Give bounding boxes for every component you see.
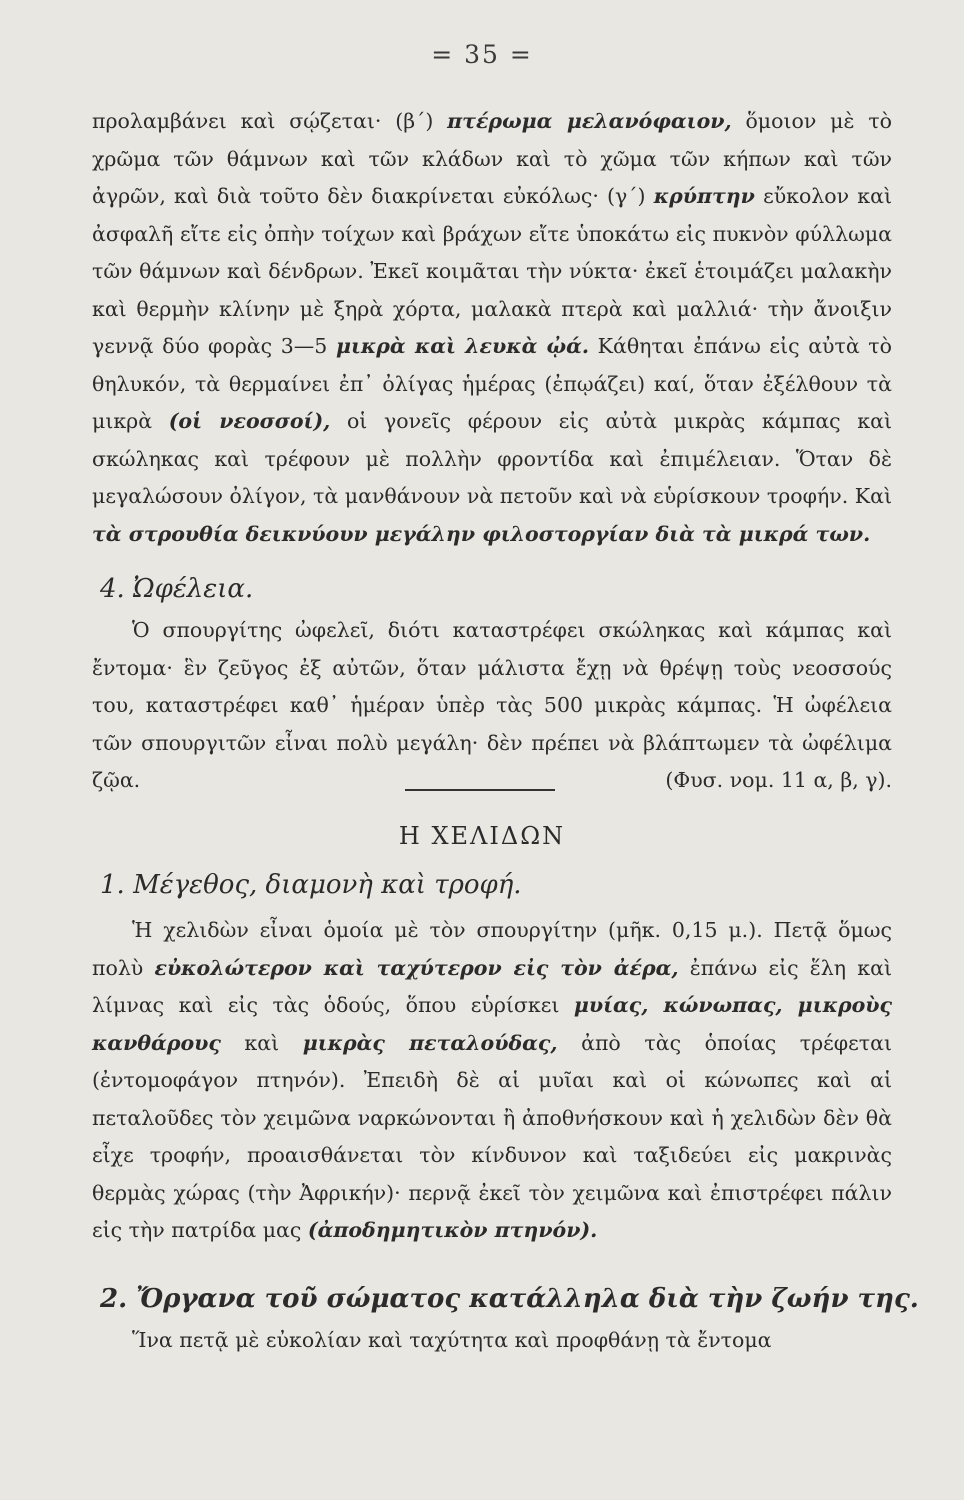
emphasis-migratory: (ἀποδημητικὸν πτηνόν). bbox=[307, 1218, 598, 1242]
text-run: Ὁ σπουργίτης ὠφελεῖ, διότι καταστρέφει σκώληκας καὶ κάμπας καὶ ἔντομα· ἓν ζεῦγος ἐξ αὐτῶν, ὅταν μάλιστα ἔχῃ νὰ θρέψῃ τοὺς νεοσσούς του, καταστρέφει καθ᾽ ἡμέραν ὑπὲρ τὰς 500 μικρὰς κάμπας. Ἡ ὠφέλεια τῶν σπουργιτῶν εἶναι πολὺ μεγάλη· δὲν πρέπει νὰ βλάπτωμεν τὰ ὠφέλιμα ζῷα. bbox=[92, 618, 892, 792]
text-run: οἱ γονεῖς φέρουν εἰς αὐτὰ μικρὰς κάμπας καὶ σκώληκας καὶ τρέφουν μὲ πολλὴν φροντίδα καὶ ἐπιμέλειαν. Ὅταν δὲ μεγαλώσουν ὀλίγον, τὰ μανθάνουν νὰ πετοῦν καὶ νὰ εὑρίσκουν τροφήν. Καὶ bbox=[92, 409, 892, 508]
emphasis-plumage: πτέρωμα μελανόφαιον, bbox=[447, 109, 732, 133]
section-divider bbox=[405, 789, 555, 791]
emphasis-insects: μυίας, κώνωπας, μικροὺς κανθάρους bbox=[92, 993, 892, 1055]
paragraph-benefit bbox=[92, 612, 892, 800]
text-run: Ἵνα πετᾷ μὲ εὐκολίαν καὶ ταχύτητα καὶ προφθάνῃ τὰ ἔντομα bbox=[132, 1328, 772, 1352]
text-run: ἀπὸ τὰς ὁποίας τρέφεται (ἐντομοφάγον πτηνόν). Ἐπειδὴ δὲ αἱ μυῖαι καὶ οἱ κώνωπες καὶ αἱ πεταλοῦδες τὸν χειμῶνα ναρκώνονται ἢ ἀποθνήσκουν καὶ ἡ χελιδὼν δὲν θὰ εἶχε τροφήν, προαισθάνεται τὸν κίνδυνον καὶ ταξιδεύει εἰς μακρινὰς θερμὰς χώρας (τὴν Ἀφρικήν)· περνᾷ ἐκεῖ τὸν χειμῶνα καὶ ἐπιστρέφει πάλιν εἰς τὴν πατρίδα μας bbox=[92, 1030, 892, 1242]
text-run: Ἡ χελιδὼν εἶναι ὁμοία μὲ τὸν σπουργίτην (μῆκ. 0,15 μ.). Πετᾷ ὅμως πολὺ bbox=[92, 918, 892, 980]
section-heading-size-food: 1. Μέγεθος, διαμονὴ καὶ τροφή. bbox=[100, 870, 522, 900]
text-run: προλαμβάνει καὶ σῴζεται· (β΄) bbox=[92, 109, 448, 133]
paragraph-swallow-habitat bbox=[92, 912, 892, 1250]
text-run: καὶ bbox=[220, 1030, 303, 1055]
text-run: ὅμοιον μὲ τὸ χρῶμα τῶν θάμνων καὶ τῶν κλάδων καὶ τὸ χῶμα τῶν κήπων καὶ τῶν ἀγρῶν, καὶ διὰ τοῦτο δὲν διακρίνεται εὐκόλως· (γ΄) bbox=[92, 109, 892, 208]
page-number: = 35 = bbox=[431, 40, 533, 69]
emphasis-hiding-place: κρύπτην bbox=[653, 184, 755, 208]
text-run: Κάθηται ἐπάνω εἰς αὐτὰ τὸ θηλυκόν, τὰ θερμαίνει ἐπ᾽ ὀλίγας ἡμέρας (ἐπῳάζει) καί, ὅταν ἐξέλθουν τὰ μικρὰ bbox=[92, 334, 892, 433]
emphasis-eggs: μικρὰ καὶ λευκὰ ᾠά. bbox=[335, 334, 590, 358]
emphasis-chicks: (οἱ νεοσσοί), bbox=[168, 409, 331, 433]
section-heading-benefit: 4. Ὠφέλεια. bbox=[100, 574, 254, 604]
text-run: εὔκολον καὶ ἀσφαλῆ εἴτε εἰς ὀπὴν τοίχων καὶ βράχων εἴτε ὑποκάτω εἰς πυκνὸν φύλλωμα τῶν θάμνων καὶ δένδρων. Ἐκεῖ κοιμᾶται τὴν νύκτα· ἐκεῖ ἑτοιμάζει μαλακὴν καὶ θερμὴν κλίνην μὲ ξηρὰ χόρτα, μαλακὰ πτερὰ καὶ μαλλιά· τὴν ἄνοιξιν γεννᾷ δύο φορὰς 3—5 bbox=[92, 184, 892, 358]
reference-citation: (Φυσ. νομ. 11 α, β, γ). bbox=[665, 768, 892, 792]
chapter-title: Η ΧΕΛΙΔΩΝ bbox=[398, 822, 566, 850]
emphasis-butterflies: μικρὰς πεταλούδας, bbox=[302, 1030, 558, 1055]
section-heading-organs: 2. Ὄργανα τοῦ σώματος κατάλληλα διὰ τὴν ζωήν της. bbox=[100, 1284, 919, 1314]
emphasis-affection: τὰ στρουθία δεικνύουν μεγάλην φιλοστοργίαν διὰ τὰ μικρά των. bbox=[92, 521, 871, 546]
paragraph-organs bbox=[92, 1322, 892, 1360]
text-run: ἐπάνω εἰς ἕλη καὶ λίμνας καὶ εἰς τὰς ὁδούς, ὅπου εὑρίσκει bbox=[92, 955, 892, 1017]
paragraph-protection-nesting bbox=[92, 103, 892, 553]
emphasis-flight: εὐκολώτερον καὶ ταχύτερον εἰς τὸν ἀέρα, bbox=[154, 955, 679, 980]
